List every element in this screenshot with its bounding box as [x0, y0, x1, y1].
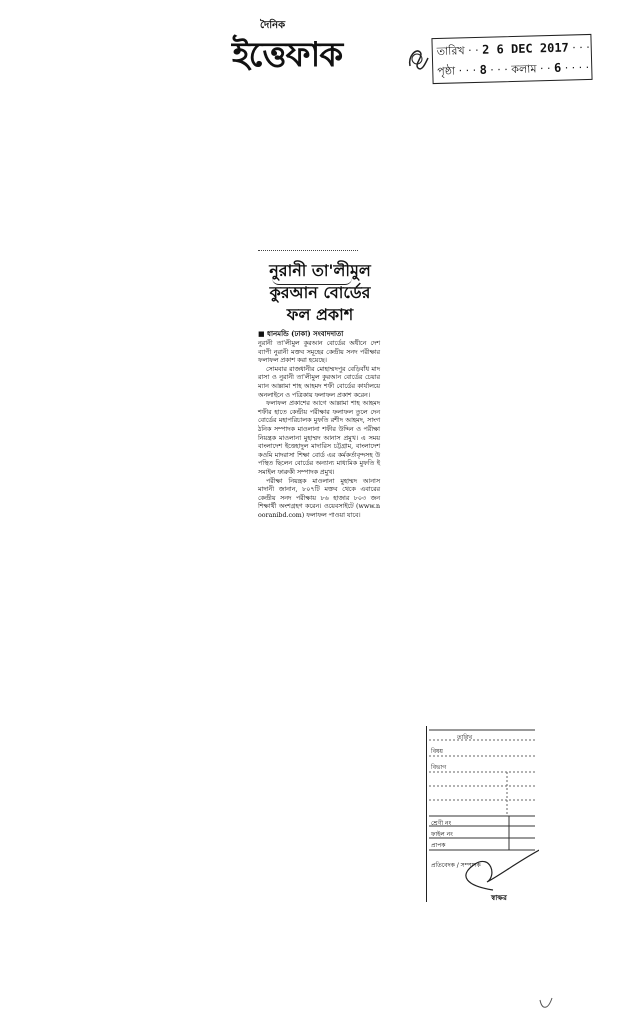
headline-pen-underline [272, 278, 352, 285]
article-paragraph: ফলাফল প্রকাশের আগে আল্লামা শাহ আহমদ শফীর হাতে কেন্দ্রীয় পরীক্ষার ফলাফল তুলে দেন বোর্ডের মহাপরিচালক মুফতি রশীদ আহমদ, সাংগঠনিক সম্পাদক মাওলানা শফীর উদ্দিন ও পরীক্ষা নিয়ন্ত্রক মাওলানা মুহাম্মদ আনাস প্রমুখ। এ সময় বাংলাদেশ ইত্তেহাদুল মাদারিস চট্টগ্রাম, বাংলাদেশ কওমি মাদরাসা শিক্ষা বোর্ড এর কর্মকর্তাবৃন্দসহ উপস্থিত ছিলেন বোর্ডের অন্যান্য মাধ্যমিক মুফতি ইসমাইল ফারুকী সম্পাদক প্রমুখ। [258, 400, 380, 476]
slip-field-label: বিষয় [431, 748, 443, 755]
handwritten-initial-icon [406, 44, 430, 74]
slip-grid-icon [427, 726, 539, 902]
article-paragraph: পরীক্ষা নিয়ন্ত্রক মাওলানা মুহাম্মদ আনাস মাদানী জানান, ৮০৭টি মক্তব থেকে এবারের কেন্দ্রীয় সনদ পরীক্ষায় ৮৬ হাজার ৮০৩ জন শিক্ষার্থী অংশগ্রহণ করেন। ওয়েবসাইটে (www.nooranibd.com) ফলাফল পাওয়া যাবে। [258, 477, 380, 519]
clip-top-edge [258, 250, 358, 254]
column-label: কলাম [511, 62, 537, 77]
slip-field-label: শ্রেণী নং [431, 820, 452, 827]
article-body [258, 340, 380, 520]
column-value: 6 [553, 60, 562, 75]
page-column-row: পৃষ্ঠা · · · 8 · · · কলাম · · 6 · · · · [437, 60, 590, 78]
article-paragraph: নুরানী তা'লীমুল কুরআন বোর্ডের অধীনে দেশব্যাপী নুরানী মক্তব সমূহের কেন্দ্রীয় সনদ পরীক্ষার ফলাফল প্রকাশ করা হয়েছে। [258, 340, 380, 365]
register-slip [426, 726, 539, 902]
date-value: 2 6 DEC 2017 [481, 40, 569, 57]
article-headline [264, 260, 376, 326]
slip-initials-label: প্রতিবেদক / সম্পাদক [431, 862, 481, 869]
slip-footer: স্বাক্ষর [491, 893, 507, 902]
page-label: পৃষ্ঠা [437, 64, 456, 78]
headline-line-3: ফল প্রকাশ [286, 305, 354, 324]
article-clipping [258, 250, 380, 670]
slip-field-label: বিভাগ [431, 764, 447, 771]
headline-line-2: কুরআন বোর্ডের [269, 283, 371, 302]
page-value: 8 [479, 62, 488, 77]
article-paragraph: সোমবার রাজধানীর মোহাম্মদপুর বেড়িবাঁধ মাদরাসা ও নুরানী তা'লীমুল কুরআন বোর্ডের চেয়ারম্যান আল্লামা শাহ আহমদ শফী বোর্ডের কার্যালয়ে অনলাইনে ও পত্রিকায় ফলাফল প্রকাশ করেন। [258, 365, 380, 399]
slip-field-label: তারিখ [457, 734, 473, 741]
newspaper-name: ইত্তেফাক [232, 35, 343, 75]
pen-mark-icon [538, 996, 554, 1012]
slip-field-label: প্রাপক [431, 842, 446, 849]
slip-field-label: ফাইল নং [431, 831, 453, 838]
article-dateline: ■ ধানমন্ডি (ঢাকা) সংবাদদাতা [258, 329, 344, 338]
date-stamp [431, 34, 592, 84]
newspaper-kicker: দৈনিক [260, 20, 286, 31]
date-label: তারিখ [436, 44, 465, 58]
headline-line-1: নুরানী তা'লীমুল [269, 261, 371, 280]
date-row: তারিখ · · 2 6 DEC 2017 · · · [436, 40, 590, 58]
